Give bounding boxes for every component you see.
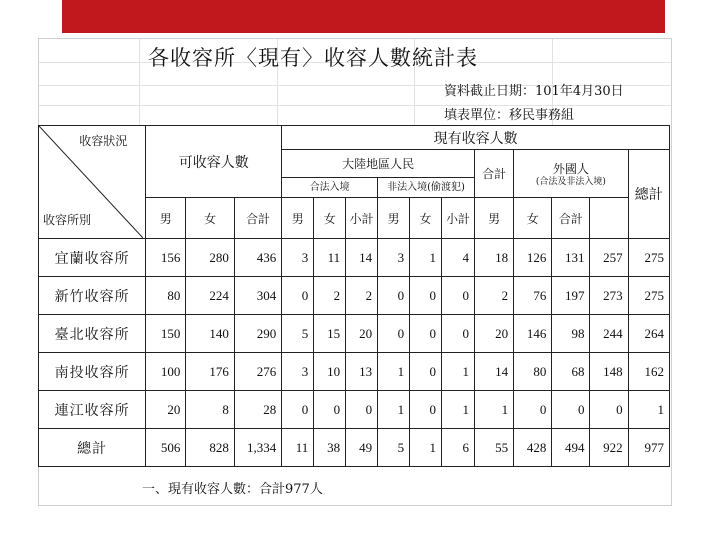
data-date: 資料截止日期：101年4月30日 xyxy=(444,84,624,99)
cell-value: 8 xyxy=(186,391,234,429)
cell-value: 0 xyxy=(442,315,475,353)
cell-value: 197 xyxy=(552,277,590,315)
cell-value: 494 xyxy=(552,429,590,467)
cell-value: 5 xyxy=(282,315,314,353)
cell-value: 0 xyxy=(552,391,590,429)
cell-value: 98 xyxy=(552,315,590,353)
header-female: 女 xyxy=(410,198,442,239)
facility-name: 宜蘭收容所 xyxy=(39,239,146,277)
cell-value: 1 xyxy=(378,391,410,429)
cell-value: 3 xyxy=(282,239,314,277)
header-male: 男 xyxy=(282,198,314,239)
cell-value: 80 xyxy=(514,353,552,391)
cell-value: 1 xyxy=(442,391,475,429)
cell-value: 38 xyxy=(314,429,346,467)
cell-value: 3 xyxy=(378,239,410,277)
legal-header: 合法入境 xyxy=(282,178,378,198)
total-row xyxy=(39,429,670,467)
cell-value: 150 xyxy=(146,315,186,353)
mainland-header: 大陸地區人民 xyxy=(282,150,475,178)
cell-value: 273 xyxy=(590,277,628,315)
cell-value: 176 xyxy=(186,353,234,391)
cell-value: 1,334 xyxy=(234,429,281,467)
cell-value: 162 xyxy=(628,353,669,391)
facility-name: 臺北收容所 xyxy=(39,315,146,353)
cell-value: 6 xyxy=(442,429,475,467)
cell-value: 436 xyxy=(234,239,281,277)
foreign-note: (合法及非法入境) xyxy=(535,177,606,187)
header-total: 合計 xyxy=(234,198,281,239)
cell-value: 14 xyxy=(475,353,514,391)
header-male: 男 xyxy=(475,198,514,239)
cell-value: 0 xyxy=(410,315,442,353)
cell-value: 0 xyxy=(282,391,314,429)
cell-value: 244 xyxy=(590,315,628,353)
header-male: 男 xyxy=(146,198,186,239)
cell-value: 275 xyxy=(628,277,669,315)
page-title: 各收容所〈現有〉收容人數統計表 xyxy=(148,46,478,70)
corner-header xyxy=(39,126,146,239)
cell-value: 1 xyxy=(410,239,442,277)
facility-name: 南投收容所 xyxy=(39,353,146,391)
header-subtotal: 小計 xyxy=(346,198,378,239)
cell-value: 80 xyxy=(146,277,186,315)
cell-value: 2 xyxy=(346,277,378,315)
cell-value: 146 xyxy=(514,315,552,353)
cell-value: 11 xyxy=(282,429,314,467)
cell-value: 11 xyxy=(314,239,346,277)
header-male: 男 xyxy=(378,198,410,239)
cell-value: 0 xyxy=(410,277,442,315)
cell-value: 131 xyxy=(552,239,590,277)
header-total: 合計 xyxy=(552,198,590,239)
table-row xyxy=(39,315,670,353)
cell-value: 506 xyxy=(146,429,186,467)
total-label: 總計 xyxy=(39,429,146,467)
cell-value: 126 xyxy=(514,239,552,277)
table-body xyxy=(39,239,670,467)
cell-value: 14 xyxy=(346,239,378,277)
top-banner xyxy=(62,0,665,33)
cell-value: 0 xyxy=(410,391,442,429)
cell-value: 922 xyxy=(590,429,628,467)
corner-bottom-label: 收容所別 xyxy=(43,213,92,227)
cell-value: 100 xyxy=(146,353,186,391)
summary-note: 一、現有收容人數：合計977人 xyxy=(142,482,323,497)
cell-value: 2 xyxy=(314,277,346,315)
cell-value: 977 xyxy=(628,429,669,467)
cell-value: 68 xyxy=(552,353,590,391)
table-row xyxy=(39,277,670,315)
cell-value: 276 xyxy=(234,353,281,391)
cell-value: 1 xyxy=(442,353,475,391)
current-header: 現有收容人數 xyxy=(282,126,670,150)
header-female: 女 xyxy=(314,198,346,239)
cell-value: 1 xyxy=(475,391,514,429)
foreign-label: 外國人 xyxy=(552,162,589,176)
cell-value: 3 xyxy=(282,353,314,391)
cell-value: 275 xyxy=(628,239,669,277)
cell-value: 0 xyxy=(314,391,346,429)
header-subtotal: 小計 xyxy=(442,198,475,239)
cell-value: 0 xyxy=(282,277,314,315)
facility-name: 連江收容所 xyxy=(39,391,146,429)
cell-value: 5 xyxy=(378,429,410,467)
cell-value: 0 xyxy=(590,391,628,429)
foreign-header xyxy=(514,150,628,198)
cell-value: 20 xyxy=(475,315,514,353)
mainland-total-header: 合計 xyxy=(475,150,514,198)
cell-value: 55 xyxy=(475,429,514,467)
cell-value: 280 xyxy=(186,239,234,277)
cell-value: 140 xyxy=(186,315,234,353)
statistics-table xyxy=(38,125,670,467)
table-row xyxy=(39,239,670,277)
header-female: 女 xyxy=(514,198,552,239)
cell-value: 304 xyxy=(234,277,281,315)
cell-value: 148 xyxy=(590,353,628,391)
unit-label: 填表單位：移民事務組 xyxy=(444,108,575,123)
cell-value: 28 xyxy=(234,391,281,429)
cell-value: 0 xyxy=(410,353,442,391)
cell-value: 76 xyxy=(514,277,552,315)
cell-value: 20 xyxy=(346,315,378,353)
cell-value: 1 xyxy=(628,391,669,429)
cell-value: 18 xyxy=(475,239,514,277)
cell-value: 290 xyxy=(234,315,281,353)
cell-value: 1 xyxy=(378,353,410,391)
cell-value: 428 xyxy=(514,429,552,467)
table-row xyxy=(39,391,670,429)
cell-value: 15 xyxy=(314,315,346,353)
cell-value: 0 xyxy=(378,277,410,315)
cell-value: 1 xyxy=(410,429,442,467)
facility-name: 新竹收容所 xyxy=(39,277,146,315)
cell-value: 828 xyxy=(186,429,234,467)
cell-value: 0 xyxy=(378,315,410,353)
cell-value: 0 xyxy=(514,391,552,429)
cell-value: 257 xyxy=(590,239,628,277)
table-row xyxy=(39,353,670,391)
cell-value: 4 xyxy=(442,239,475,277)
cell-value: 0 xyxy=(442,277,475,315)
header-female: 女 xyxy=(186,198,234,239)
capacity-header: 可收容人數 xyxy=(146,126,282,198)
cell-value: 0 xyxy=(346,391,378,429)
illegal-header: 非法入境(偷渡犯) xyxy=(378,178,475,198)
grand-total-header: 總計 xyxy=(628,150,669,239)
cell-value: 224 xyxy=(186,277,234,315)
cell-value: 156 xyxy=(146,239,186,277)
cell-value: 20 xyxy=(146,391,186,429)
cell-value: 49 xyxy=(346,429,378,467)
cell-value: 2 xyxy=(475,277,514,315)
cell-value: 10 xyxy=(314,353,346,391)
corner-top-label: 收容狀況 xyxy=(79,134,128,148)
cell-value: 13 xyxy=(346,353,378,391)
cell-value: 264 xyxy=(628,315,669,353)
